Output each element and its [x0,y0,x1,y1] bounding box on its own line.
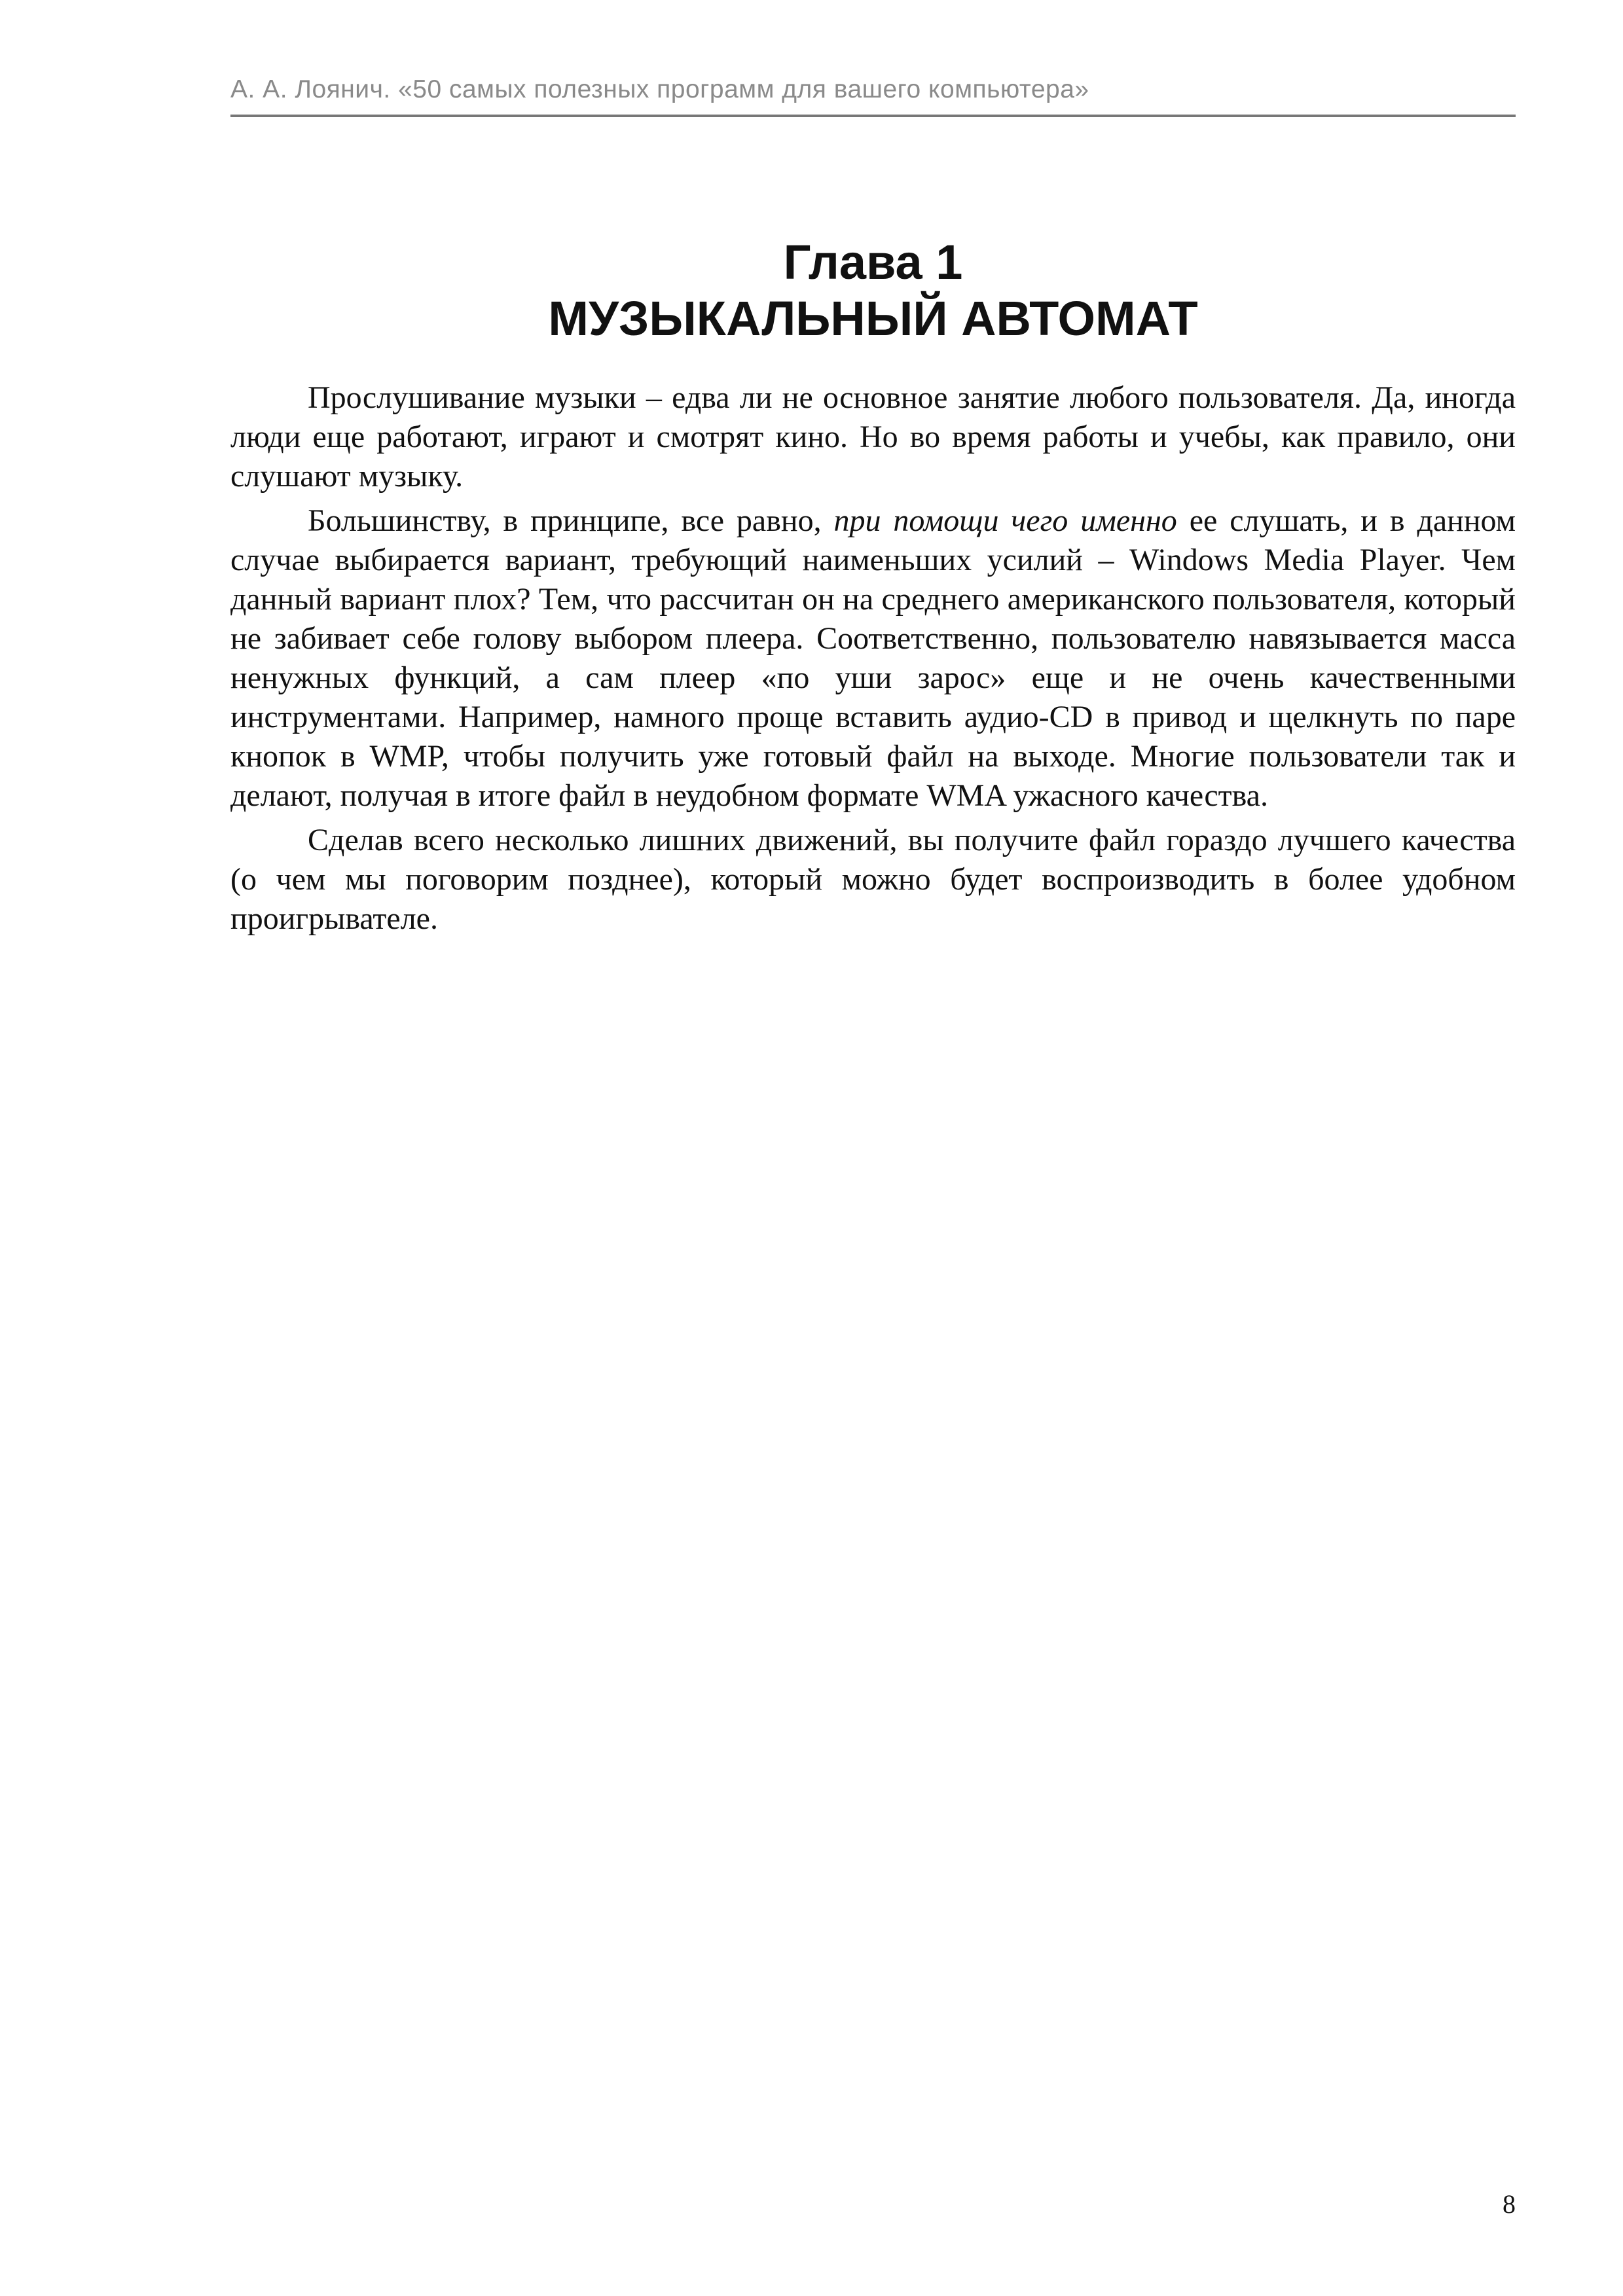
chapter-number: Глава 1 [783,235,963,289]
paragraph-3: Сделав всего несколько лишних движений, вы получите файл гораздо лучшего качества (о чем мы поговорим позднее), который можно будет воспроизводить в более удобном проигрывателе. [230,823,1516,936]
header-rule [230,115,1516,117]
body-text [230,378,1516,944]
running-header: А. А. Лоянич. «50 самых полезных программ для вашего компьютера» [230,75,1089,103]
paragraph-1: Прослушивание музыки – едва ли не основное занятие любого пользователя. Да, иногда люди еще работают, играют и смотрят кино. Но во время работы и учебы, как правило, они слушают музыку. [230,380,1516,493]
paragraph-2-end: ее слушать, и в данном случае выбирается вариант, требующий наименьших усилий – Windows Media Player. Чем данный вариант плох? Тем, что рассчитан он на среднего американского пользователя, который не забивает себе голову выбором плеера. Соответственно, пользователю навязывается масса ненужных функций, а сам плеер «по уши зарос» еще и не очень качественными инструментами. Например, намного проще вставить аудио-CD в привод и щелкнуть по паре кнопок в WMP, чтобы получить уже готовый файл на выходе. Многие пользователи так и делают, получая в итоге файл в неудобном формате WMA ужасного качества. [230,503,1516,813]
page-number: 8 [1503,2189,1516,2219]
chapter-title: МУЗЫКАЛЬНЫЙ АВТОМАТ [548,291,1198,346]
paragraph-2-start: Большинству, в принципе, все равно, [308,503,834,538]
paragraph-2-emphasis: при помощи чего именно [833,503,1177,538]
paragraph-2 [230,501,1516,816]
chapter-heading [230,234,1516,347]
